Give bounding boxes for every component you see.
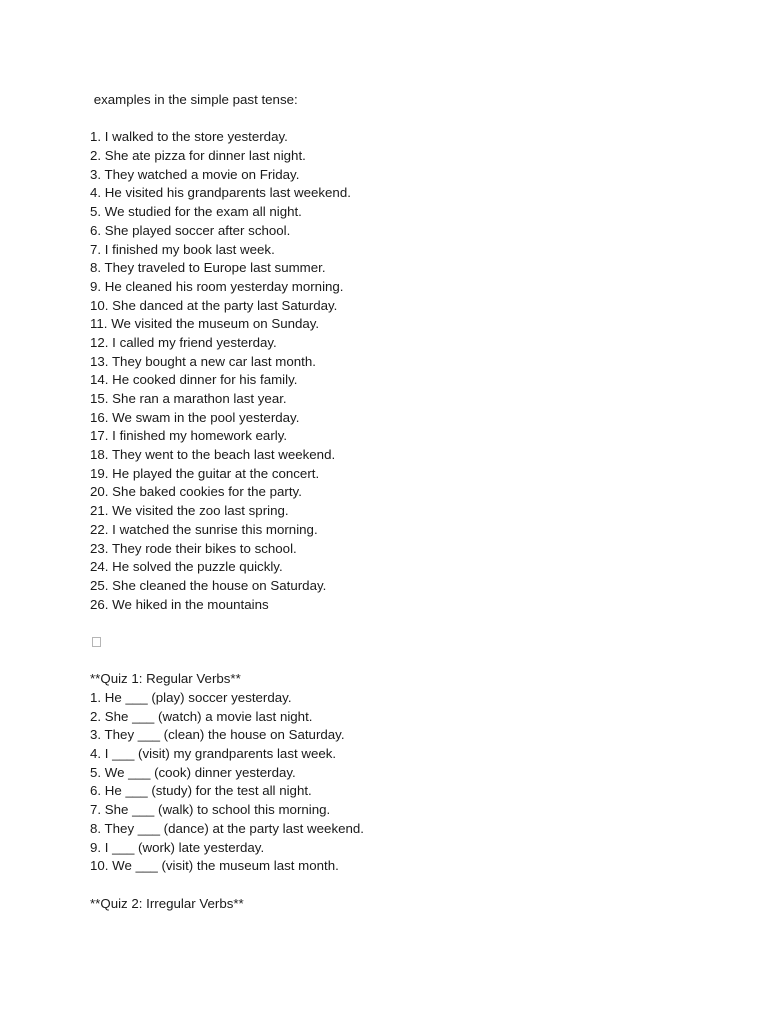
intro-heading: examples in the simple past tense: — [90, 92, 298, 107]
example-item: 23. They rode their bikes to school. — [90, 540, 297, 556]
missing-glyph-icon — [92, 637, 101, 647]
example-item: 17. I finished my homework early. — [90, 428, 288, 444]
missing-glyph-row — [90, 633, 730, 652]
quiz-question: 1. He ___ (play) soccer yesterday. — [90, 690, 292, 705]
example-item: 16. We swam in the pool yesterday. — [90, 409, 300, 425]
example-item: 25. She cleaned the house on Saturday. — [90, 577, 327, 593]
quiz-question: 8. They ___ (dance) at the party last weekend. — [90, 820, 364, 836]
example-item: 6. She played soccer after school. — [90, 222, 291, 238]
example-item: 15. She ran a marathon last year. — [90, 391, 287, 406]
example-item: 12. I called my friend yesterday. — [90, 334, 277, 350]
example-item: 14. He cooked dinner for his family. — [90, 372, 298, 388]
example-item: 9. He cleaned his room yesterday morning. — [90, 278, 344, 294]
document-page — [90, 91, 730, 913]
quiz2-section — [90, 895, 730, 914]
quiz-question: 4. I ___ (visit) my grandparents last week. — [90, 746, 337, 762]
example-item: 4. He visited his grandparents last weekend. — [90, 185, 351, 201]
example-item: 2. She ate pizza for dinner last night. — [90, 148, 306, 164]
examples-list — [90, 128, 730, 614]
example-item: 13. They bought a new car last month. — [90, 353, 316, 369]
example-item: 11. We visited the museum on Sunday. — [90, 316, 320, 332]
example-item: 10. She danced at the party last Saturday. — [90, 297, 338, 313]
example-item: 1. I walked to the store yesterday. — [90, 129, 288, 145]
quiz2-title: **Quiz 2: Irregular Verbs** — [90, 895, 244, 911]
quiz-question: 10. We ___ (visit) the museum last month. — [90, 858, 339, 874]
example-item: 5. We studied for the exam all night. — [90, 204, 302, 220]
example-item: 18. They went to the beach last weekend. — [90, 447, 336, 463]
quiz-question: 5. We ___ (cook) dinner yesterday. — [90, 764, 296, 780]
example-item: 24. He solved the puzzle quickly. — [90, 559, 283, 575]
example-item: 22. I watched the sunrise this morning. — [90, 521, 318, 537]
example-item: 26. We hiked in the mountains — [90, 596, 269, 612]
spacer — [90, 614, 730, 633]
quiz-question: 3. They ___ (clean) the house on Saturday. — [90, 727, 345, 743]
spacer — [90, 876, 730, 895]
quiz-question: 2. She ___ (watch) a movie last night. — [90, 708, 313, 724]
spacer — [90, 652, 730, 671]
example-item: 7. I finished my book last week. — [90, 241, 275, 257]
example-item: 8. They traveled to Europe last summer. — [90, 260, 326, 276]
example-item: 3. They watched a movie on Friday. — [90, 166, 300, 182]
quiz1-title: **Quiz 1: Regular Verbs** — [90, 671, 241, 687]
spacer — [90, 110, 730, 129]
quiz1-section — [90, 670, 730, 876]
example-item: 20. She baked cookies for the party. — [90, 484, 302, 500]
quiz-question: 7. She ___ (walk) to school this morning. — [90, 802, 331, 818]
quiz-question: 9. I ___ (work) late yesterday. — [90, 839, 265, 855]
example-item: 21. We visited the zoo last spring. — [90, 503, 289, 519]
quiz-question: 6. He ___ (study) for the test all night. — [90, 783, 312, 799]
example-item: 19. He played the guitar at the concert. — [90, 465, 320, 481]
